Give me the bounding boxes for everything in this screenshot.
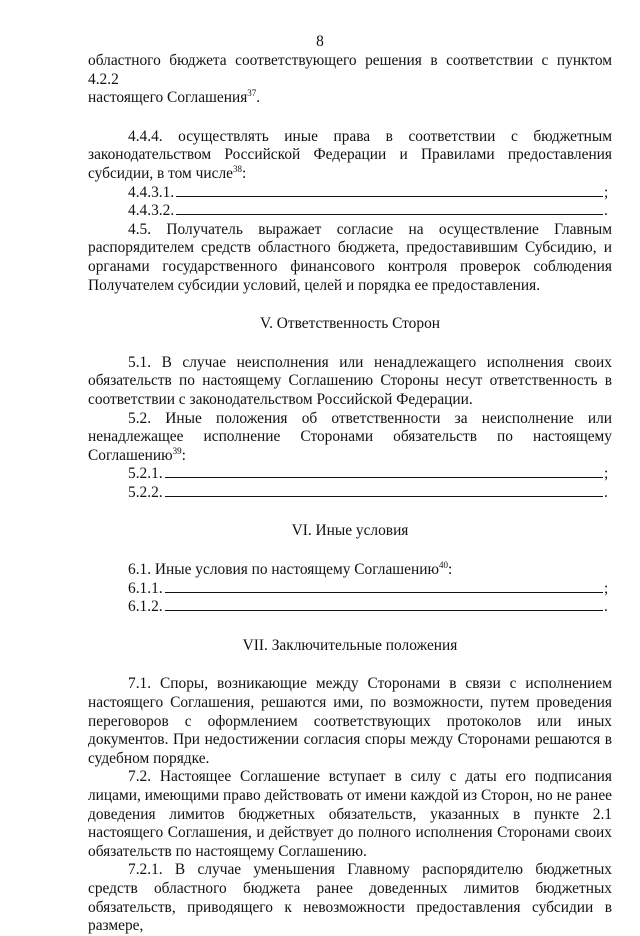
paragraph-6-1	[88, 561, 612, 580]
para-52-text: 5.2. Иные положения об ответственности за неисполнение или ненадлежащее исполнение Сторонами обязательств по настоящему	[88, 409, 612, 446]
blank-line	[165, 591, 603, 593]
paragraph-continuation	[88, 52, 612, 108]
paragraph-7-1: 7.1. Споры, возникающие между Сторонами в связи с исполнением настоящего Соглашения, решаются ими, по возможности, путем проведения переговоров с оформлением соответствующих протоколов или иных документов. При недостижении согласия споры между Сторонами решаются в судебном порядке.	[88, 675, 612, 767]
footnote-ref-39: 39	[172, 445, 182, 456]
document-body	[88, 52, 612, 936]
continuation-line-2: настоящего Соглашения	[88, 89, 248, 107]
section-heading-vi: VI. Иные условия	[291, 522, 409, 540]
colon: :	[241, 164, 247, 182]
line-end: .	[604, 202, 608, 220]
para-444-line-3: субсидии, в том числе	[88, 164, 233, 182]
blank-line	[176, 213, 603, 215]
paragraph-4-4-4	[88, 128, 612, 184]
line-end: ;	[604, 183, 609, 201]
paragraph-7-2-1	[88, 861, 612, 935]
blank-line	[165, 495, 603, 497]
continuation-line-1: областного бюджета соответствующего решения в соответствии с пунктом 4.2.2	[88, 52, 612, 88]
colon: :	[447, 561, 453, 579]
fill-line-5-2-2	[88, 484, 612, 503]
para-721-text: 7.2.1. В случае уменьшения Главному распорядителю бюджетных средств областного бюджета ранее доведенных лимитов бюджетных обязательств,	[88, 861, 612, 916]
line-end: ;	[604, 579, 609, 597]
fill-line-6-1-2	[88, 598, 612, 617]
fill-line-4-4-3-1	[88, 184, 612, 203]
item-label-5-2-1: 5.2.1.	[128, 465, 163, 483]
item-label-4-4-3-2: 4.4.3.2.	[128, 202, 175, 220]
line-end: ;	[604, 465, 609, 483]
paragraph-5-1: 5.1. В случае неисполнения или ненадлежащего исполнения своих обязательств по настоящему Соглашению Стороны несут ответственность в соответствии с законодательством Российской Федерации.	[88, 353, 612, 408]
line-end: .	[604, 483, 608, 501]
para-721-last: приводящего к невозможности предоставления субсидии в размере,	[88, 898, 612, 935]
blank-line	[165, 609, 603, 611]
page-number: 8	[316, 33, 324, 50]
para-444-line-2: законодательством Российской Федерации и Правилами предоставления	[88, 146, 612, 164]
item-label-6-1-1: 6.1.1.	[128, 579, 163, 597]
blank-line	[165, 476, 603, 478]
para-61-text: 6.1. Иные условия по настоящему Соглашению	[128, 561, 439, 579]
colon: :	[181, 446, 186, 464]
item-label-4-4-3-1: 4.4.3.1.	[128, 183, 175, 201]
paragraph-4-5: 4.5. Получатель выражает согласие на осуществление Главным распорядителем средств областного бюджета, предоставившим Субсидию, и органами государственного финансового контроля проверок соблюдения Получателем субсидии условий, целей и порядка ее предоставления.	[88, 220, 612, 294]
para-52-last: Соглашению	[88, 446, 173, 464]
item-label-5-2-2: 5.2.2.	[128, 483, 163, 501]
item-label-6-1-2: 6.1.2.	[128, 598, 163, 616]
fill-line-5-2-1	[88, 465, 612, 484]
blank-line	[176, 195, 603, 197]
period: .	[256, 89, 261, 107]
paragraph-7-2: 7.2. Настоящее Соглашение вступает в силу с даты его подписания лицами, имеющими право действовать от имени каждой из Сторон, но не ранее доведения лимитов бюджетных обязательств, указанных в пункте 2.1 настоящего Соглашения, и действует до полного исполнения Сторонами своих обязательств по настоящему Соглашению.	[88, 768, 612, 860]
footnote-ref-38: 38	[232, 163, 242, 174]
fill-line-4-4-3-2	[88, 202, 612, 221]
para-444-line-1: 4.4.4. осуществлять иные права в соответствии с бюджетным	[128, 127, 612, 145]
section-heading-vii: VII. Заключительные положения	[242, 636, 458, 654]
footnote-ref-37: 37	[247, 88, 257, 99]
fill-line-6-1-1	[88, 580, 612, 599]
line-end: .	[604, 598, 608, 616]
footnote-ref-40: 40	[438, 559, 448, 570]
section-heading-v: V. Ответственность Сторон	[259, 315, 441, 333]
paragraph-5-2	[88, 410, 612, 466]
